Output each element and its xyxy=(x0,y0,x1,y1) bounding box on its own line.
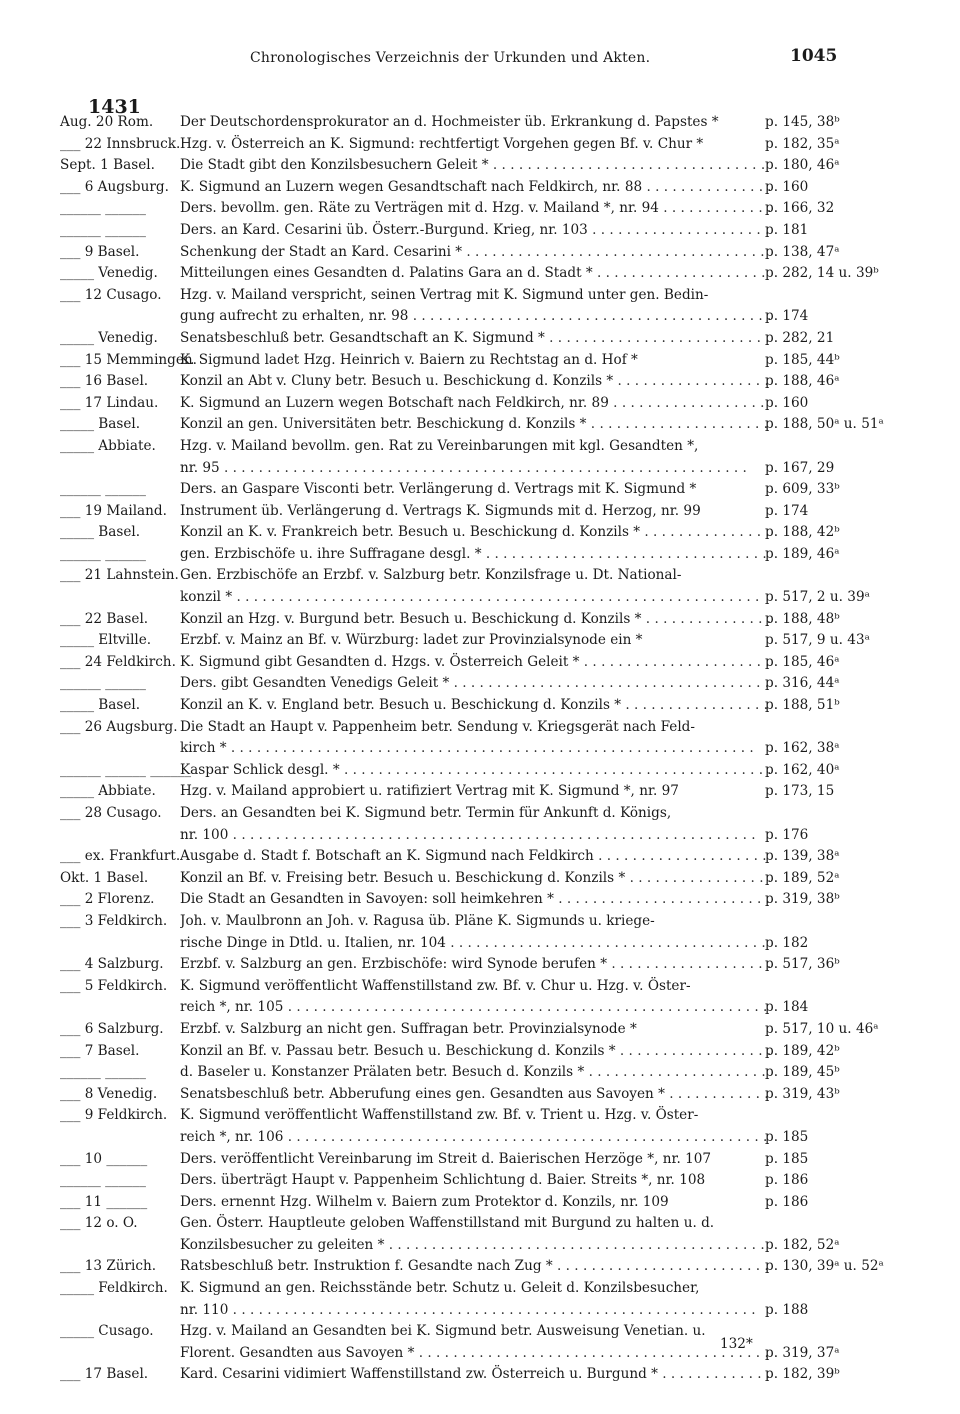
entry-date: ___ 28 Cusago. xyxy=(60,805,162,821)
entry-page-ref: p. 188, 48ᵇ xyxy=(765,610,840,627)
year-heading: 1431 xyxy=(88,96,141,118)
entry-row xyxy=(60,976,860,998)
entry-date: _____ Basel. xyxy=(60,416,141,433)
entry-date: ___ 17 Lindau. xyxy=(60,394,159,411)
entry-date: _____ Eltville. xyxy=(60,632,152,649)
entry-row xyxy=(60,436,860,458)
entry-text: Hzg. v. Mailand an Gesandten bei K. Sigmund betr. Ausweisung Venetian. u. xyxy=(180,1323,706,1340)
entry-page-ref: p. 188, 42ᵇ xyxy=(765,524,840,541)
entry-text: Schenkung der Stadt an Kard. Cesarini * . . . xyxy=(180,242,770,264)
entry-row xyxy=(60,889,860,911)
entry-page-ref: p. 282, 14 u. 39ᵇ xyxy=(765,265,879,282)
entry-row xyxy=(60,868,860,890)
entry-page-ref: p. 189, 52ᵃ xyxy=(765,869,840,886)
entry-row xyxy=(60,1019,879,1041)
entry-text: Erzbf. v. Salzburg an gen. Erzbischöfe: wird Synode berufen * . . . xyxy=(180,954,770,976)
entry-text: K. Sigmund an Luzern wegen Botschaft nach Feldkirch, nr. 89 . . . xyxy=(180,393,770,415)
entry-text: Mitteilungen eines Gesandten d. Palatins Gara an d. Stadt * . . . xyxy=(180,263,770,285)
entry-text: Konzil an Abt v. Cluny betr. Besuch u. Beschickung d. Konzils * . . . xyxy=(180,371,770,393)
entry-text: Ders. veröffentlicht Vereinbarung im Streit d. Baierischen Herzöge *, nr. 107 xyxy=(180,1150,712,1167)
entry-date: ___ 2 Florenz. xyxy=(60,891,155,908)
entry-text: d. Baseler u. Konstanzer Prälaten betr. Besuch d. Konzils * . . . xyxy=(180,1062,770,1084)
entry-row xyxy=(60,803,860,825)
entry-page-ref: p. 188, 46ᵃ xyxy=(765,373,840,390)
entry-date: _____ Venedig. xyxy=(60,329,158,346)
entry-text: konzil * . . . xyxy=(180,587,770,609)
entry-text: Senatsbeschluß betr. Abberufung eines gen. Gesandten aus Savoyen * . . . xyxy=(180,1084,770,1106)
entry-row xyxy=(60,652,860,674)
entry-date: ___ 21 Lahnstein. xyxy=(60,567,179,584)
entry-row xyxy=(60,587,870,609)
entry-page-ref: p. 517, 10 u. 46ᵃ xyxy=(765,1020,879,1037)
entry-text: Ders. überträgt Haupt v. Pappenheim Schlichtung d. Baier. Streits *, nr. 108 xyxy=(180,1172,706,1189)
entry-text: Die Stadt an Haupt v. Pappenheim betr. Sendung v. Kriegsgerät nach Feld- xyxy=(180,718,695,735)
entry-row xyxy=(60,371,860,393)
entry-row xyxy=(60,1105,860,1127)
entry-row xyxy=(60,760,860,782)
entry-text: Gen. Österr. Hauptleute geloben Waffenstillstand mit Burgund zu halten u. d. xyxy=(180,1215,715,1232)
entry-page-ref: p. 186 xyxy=(765,1193,809,1210)
entry-page-ref: p. 189, 46ᵃ xyxy=(765,545,840,562)
entry-row xyxy=(60,1192,860,1214)
entry-date: ___ 6 Augsburg. xyxy=(60,178,169,195)
entry-row xyxy=(60,458,860,480)
entry-text: Instrument üb. Verlängerung d. Vertrags K. Sigmunds mit d. Herzog, nr. 99 xyxy=(180,502,701,519)
entry-date: _____ Basel. xyxy=(60,697,141,714)
entry-page-ref: p. 188 xyxy=(765,1301,809,1318)
entry-page-ref: p. 182, 35ᵃ xyxy=(765,135,840,152)
entry-date: ______ ______ xyxy=(60,1172,146,1189)
entry-text: Konzil an Hzg. v. Burgund betr. Besuch u. Beschickung d. Konzils * . . . xyxy=(180,609,770,631)
entry-text: nr. 100 . . . xyxy=(180,825,770,847)
entry-page-ref: p. 185, 46ᵃ xyxy=(765,653,840,670)
entry-row xyxy=(60,1278,860,1300)
entry-page-ref: p. 166, 32 xyxy=(765,200,835,217)
entry-page-ref: p. 517, 9 u. 43ᵃ xyxy=(765,632,870,649)
entry-date: ___ 15 Memmingen. xyxy=(60,351,197,368)
entry-date: Okt. 1 Basel. xyxy=(60,869,149,886)
entry-row xyxy=(60,306,860,328)
entry-row xyxy=(60,1213,860,1235)
entry-row xyxy=(60,263,879,285)
entry-page-ref: p. 184 xyxy=(765,999,809,1016)
entry-text: Erzbf. v. Salzburg an nicht gen. Suffragan betr. Provinzialsynode * xyxy=(180,1020,637,1037)
entry-date: ___ 22 Basel. xyxy=(60,610,149,627)
entry-row xyxy=(60,328,860,350)
entry-text: Ders. ernennt Hzg. Wilhelm v. Baiern zum Protektor d. Konzils, nr. 109 xyxy=(180,1193,669,1210)
entry-page-ref: p. 319, 37ᵃ xyxy=(765,1344,840,1361)
entry-date: ___ 16 Basel. xyxy=(60,373,149,390)
entry-date: ______ ______ ______ xyxy=(60,761,191,778)
entry-page-ref: p. 188, 50ᵃ u. 51ᵃ xyxy=(765,416,884,433)
signature-mark: 132* xyxy=(720,1336,753,1352)
entry-page-ref: p. 517, 36ᵇ xyxy=(765,956,840,973)
entry-date: ___ 7 Basel. xyxy=(60,1042,140,1059)
entry-text: Ders. an Kard. Cesarini üb. Österr.-Burgund. Krieg, nr. 103 . . . xyxy=(180,220,770,242)
entry-text: K. Sigmund veröffentlicht Waffenstillstand zw. Bf. v. Trient u. Hzg. v. Öster- xyxy=(180,1107,699,1124)
entry-page-ref: p. 160 xyxy=(765,178,809,195)
entry-row xyxy=(60,1041,860,1063)
entry-page-ref: p. 176 xyxy=(765,826,809,843)
entry-date: ___ 3 Feldkirch. xyxy=(60,912,168,929)
entry-page-ref: p. 319, 38ᵇ xyxy=(765,891,840,908)
entry-text: Hzg. v. Mailand verspricht, seinen Vertrag mit K. Sigmund unter gen. Bedin- xyxy=(180,286,709,303)
entry-text: Kaspar Schlick desgl. * . . . xyxy=(180,760,770,782)
entry-row xyxy=(60,1084,860,1106)
entry-page-ref: p. 173, 15 xyxy=(765,783,835,800)
entry-row xyxy=(60,522,860,544)
entry-list xyxy=(60,112,884,1386)
entry-text: Die Stadt gibt den Konzilsbesuchern Geleit * . . . xyxy=(180,155,770,177)
entry-date: ______ ______ xyxy=(60,200,146,217)
entry-date: _____ Feldkirch. xyxy=(60,1280,168,1297)
entry-page-ref: p. 181 xyxy=(765,221,809,238)
entry-text: K. Sigmund gibt Gesandten d. Hzgs. v. Österreich Geleit * . . . xyxy=(180,652,770,674)
entry-page-ref: p. 316, 44ᵃ xyxy=(765,675,840,692)
entry-date: ___ 12 o. O. xyxy=(60,1215,138,1232)
entry-row xyxy=(60,609,860,631)
entry-row xyxy=(60,1235,860,1257)
entry-text: Gen. Erzbischöfe an Erzbf. v. Salzburg betr. Konzilsfrage u. Dt. National- xyxy=(180,567,682,584)
entry-row xyxy=(60,846,860,868)
entry-row xyxy=(60,673,860,695)
entry-date: ___ 19 Mailand. xyxy=(60,502,167,519)
entry-row xyxy=(60,1127,860,1149)
entry-row xyxy=(60,565,860,587)
entry-text: K. Sigmund ladet Hzg. Heinrich v. Baiern zu Rechtstag an d. Hof * xyxy=(180,351,638,368)
entry-row xyxy=(60,285,860,307)
entry-date: _____ Abbiate. xyxy=(60,437,156,454)
entry-row xyxy=(60,717,860,739)
entry-row xyxy=(60,825,860,847)
entry-date: ___ 5 Feldkirch. xyxy=(60,977,168,994)
entry-date: ___ 26 Augsburg. xyxy=(60,718,178,735)
entry-date: ______ ______ xyxy=(60,221,146,238)
entry-text: Konzilsbesucher zu geleiten * . . . xyxy=(180,1235,770,1257)
entry-page-ref: p. 189, 42ᵇ xyxy=(765,1042,840,1059)
entry-date: ______ ______ xyxy=(60,545,146,562)
entry-row xyxy=(60,911,860,933)
entry-date: ___ 24 Feldkirch. xyxy=(60,653,176,670)
entry-date: _____ Venedig. xyxy=(60,265,158,282)
entry-page-ref: p. 517, 2 u. 39ᵃ xyxy=(765,589,870,606)
entry-row xyxy=(60,1364,860,1386)
entry-row xyxy=(60,1170,860,1192)
entry-row xyxy=(60,134,860,156)
entry-date: ___ 9 Basel. xyxy=(60,243,140,260)
entry-row xyxy=(60,198,860,220)
entry-text: reich *, nr. 106 . . . xyxy=(180,1127,770,1149)
entry-page-ref: p. 282, 21 xyxy=(765,329,835,346)
entry-row xyxy=(60,177,860,199)
entry-row xyxy=(60,479,860,501)
entry-date: Sept. 1 Basel. xyxy=(60,157,155,174)
entry-text: gung aufrecht zu erhalten, nr. 98 . . . xyxy=(180,306,770,328)
entry-row xyxy=(60,738,860,760)
entry-text: Joh. v. Maulbronn an Joh. v. Ragusa üb. Pläne K. Sigmunds u. kriege- xyxy=(180,912,655,929)
entry-page-ref: p. 182, 52ᵃ xyxy=(765,1236,840,1253)
entry-page-ref: p. 139, 38ᵃ xyxy=(765,848,840,865)
entry-page-ref: p. 174 xyxy=(765,308,809,325)
entry-date: ______ ______ xyxy=(60,481,146,498)
entry-page-ref: p. 174 xyxy=(765,502,809,519)
entry-page-ref: p. 162, 38ᵃ xyxy=(765,740,840,757)
entry-date: _____ Cusago. xyxy=(60,1323,154,1340)
entry-text: Ders. an Gesandten bei K. Sigmund betr. Termin für Ankunft d. Königs, xyxy=(180,805,672,821)
entry-text: Konzil an K. v. Frankreich betr. Besuch u. Beschickung d. Konzils * . . . xyxy=(180,522,770,544)
entry-row xyxy=(60,954,860,976)
entry-date: _____ Abbiate. xyxy=(60,783,156,800)
entry-date: _____ Basel. xyxy=(60,524,141,541)
entry-text: Konzil an Bf. v. Passau betr. Besuch u. Beschickung d. Konzils * . . . xyxy=(180,1041,770,1063)
entry-text: Konzil an K. v. England betr. Besuch u. Beschickung d. Konzils * . . . xyxy=(180,695,770,717)
entry-page-ref: p. 145, 38ᵇ xyxy=(765,114,840,130)
entry-page-ref: p. 162, 40ᵃ xyxy=(765,761,840,778)
entry-text: Konzil an gen. Universitäten betr. Beschickung d. Konzils * . . . xyxy=(180,414,770,436)
entry-page-ref: p. 167, 29 xyxy=(765,459,835,476)
entry-row xyxy=(60,695,860,717)
entry-row xyxy=(60,781,860,803)
entry-row xyxy=(60,501,860,523)
entry-row xyxy=(60,630,870,652)
entry-row xyxy=(60,220,860,242)
entry-page-ref: p. 189, 45ᵇ xyxy=(765,1064,840,1081)
entry-row xyxy=(60,1300,860,1322)
entry-page-ref: p. 182 xyxy=(765,934,809,951)
entry-text: Kard. Cesarini vidimiert Waffenstillstand zw. Österreich u. Burgund * . . . xyxy=(180,1364,770,1386)
entry-text: reich *, nr. 105 . . . xyxy=(180,997,770,1019)
entry-date: ___ 17 Basel. xyxy=(60,1366,149,1383)
entry-row xyxy=(60,544,860,566)
entry-date: ___ 9 Feldkirch. xyxy=(60,1107,168,1124)
entry-text: Hzg. v. Österreich an K. Sigmund: rechtfertigt Vorgehen gegen Bf. v. Chur * xyxy=(180,135,704,152)
entry-row xyxy=(60,112,860,134)
entry-text: Erzbf. v. Mainz an Bf. v. Würzburg: ladet zur Provinzialsynode ein * xyxy=(180,632,643,649)
entry-text: Ders. gibt Gesandten Venedigs Geleit * . . . xyxy=(180,673,770,695)
entry-page-ref: p. 186 xyxy=(765,1172,809,1189)
entry-text: Ratsbeschluß betr. Instruktion f. Gesandte nach Zug * . . . xyxy=(180,1256,770,1278)
entry-text: K. Sigmund an Luzern wegen Gesandtschaft nach Feldkirch, nr. 88 . . . xyxy=(180,177,770,199)
entry-page-ref: p. 160 xyxy=(765,394,809,411)
entry-row xyxy=(60,1062,860,1084)
entry-date: ___ 22 Innsbruck. xyxy=(60,135,181,152)
entry-row xyxy=(60,155,860,177)
entry-text: K. Sigmund veröffentlicht Waffenstillstand zw. Bf. v. Chur u. Hzg. v. Öster- xyxy=(180,977,691,994)
entry-date: ___ ex. Frankfurt. xyxy=(60,848,181,865)
entry-row xyxy=(60,1256,884,1278)
entry-row xyxy=(60,393,860,415)
entry-text: rische Dinge in Dtld. u. Italien, nr. 104 . . . xyxy=(180,933,770,955)
entry-text: Konzil an Bf. v. Freising betr. Besuch u. Beschickung d. Konzils * . . . xyxy=(180,868,770,890)
entry-page-ref: p. 188, 51ᵇ xyxy=(765,697,840,714)
running-head: Chronologisches Verzeichnis der Urkunden und Akten. xyxy=(250,50,651,66)
entry-date: ___ 12 Cusago. xyxy=(60,286,162,303)
entry-date: ___ 6 Salzburg. xyxy=(60,1020,164,1037)
entry-date: ______ ______ xyxy=(60,675,146,692)
entry-page-ref: p. 185, 44ᵇ xyxy=(765,351,840,368)
entry-text: Florent. Gesandten aus Savoyen * . . . xyxy=(180,1343,770,1365)
entry-text: nr. 95 . . . xyxy=(180,458,770,480)
entry-row xyxy=(60,1149,860,1171)
page-number: 1045 xyxy=(790,46,838,66)
entry-page-ref: p. 130, 39ᵃ u. 52ᵃ xyxy=(765,1258,884,1275)
entry-page-ref: p. 185 xyxy=(765,1128,809,1145)
entry-page-ref: p. 185 xyxy=(765,1150,809,1167)
entry-date: ___ 10 ______ xyxy=(60,1150,148,1167)
entry-row xyxy=(60,350,860,372)
entry-text: Hzg. v. Mailand bevollm. gen. Rat zu Vereinbarungen mit kgl. Gesandten *, xyxy=(180,437,699,454)
entry-text: Ders. bevollm. gen. Räte zu Verträgen mit d. Hzg. v. Mailand *, nr. 94 . . . xyxy=(180,198,770,220)
entry-date: ___ 8 Venedig. xyxy=(60,1085,158,1102)
entry-row xyxy=(60,242,860,264)
entry-text: K. Sigmund an gen. Reichsstände betr. Schutz u. Geleit d. Konzilsbesucher, xyxy=(180,1280,700,1297)
entry-text: Ausgabe d. Stadt f. Botschaft an K. Sigmund nach Feldkirch . . . xyxy=(180,846,770,868)
entry-text: kirch * . . . xyxy=(180,738,770,760)
entry-text: Senatsbeschluß betr. Gesandtschaft an K. Sigmund * . . . xyxy=(180,328,770,350)
entry-row xyxy=(60,933,860,955)
entry-date: Aug. 20 Rom. xyxy=(60,114,154,130)
entry-page-ref: p. 609, 33ᵇ xyxy=(765,481,840,498)
entry-text: Der Deutschordensprokurator an d. Hochmeister üb. Erkrankung d. Papstes * xyxy=(180,114,719,130)
entry-text: gen. Erzbischöfe u. ihre Suffragane desgl. * . . . xyxy=(180,544,770,566)
entry-date: ___ 11 ______ xyxy=(60,1193,148,1210)
entry-page-ref: p. 182, 39ᵇ xyxy=(765,1366,840,1383)
entry-row xyxy=(60,997,860,1019)
entry-text: nr. 110 . . . xyxy=(180,1300,770,1322)
entry-row xyxy=(60,414,884,436)
entry-text: Hzg. v. Mailand approbiert u. ratifiziert Vertrag mit K. Sigmund *, nr. 97 xyxy=(180,783,679,800)
entry-page-ref: p. 138, 47ᵃ xyxy=(765,243,840,260)
entry-text: Ders. an Gaspare Visconti betr. Verlängerung d. Vertrags mit K. Sigmund * xyxy=(180,481,697,498)
entry-text: Die Stadt an Gesandten in Savoyen: soll heimkehren * . . . xyxy=(180,889,770,911)
entry-page-ref: p. 319, 43ᵇ xyxy=(765,1085,840,1102)
entry-date: ___ 13 Zürich. xyxy=(60,1258,157,1275)
entry-date: ______ ______ xyxy=(60,1064,146,1081)
entry-page-ref: p. 180, 46ᵃ xyxy=(765,157,840,174)
entry-date: ___ 4 Salzburg. xyxy=(60,956,164,973)
